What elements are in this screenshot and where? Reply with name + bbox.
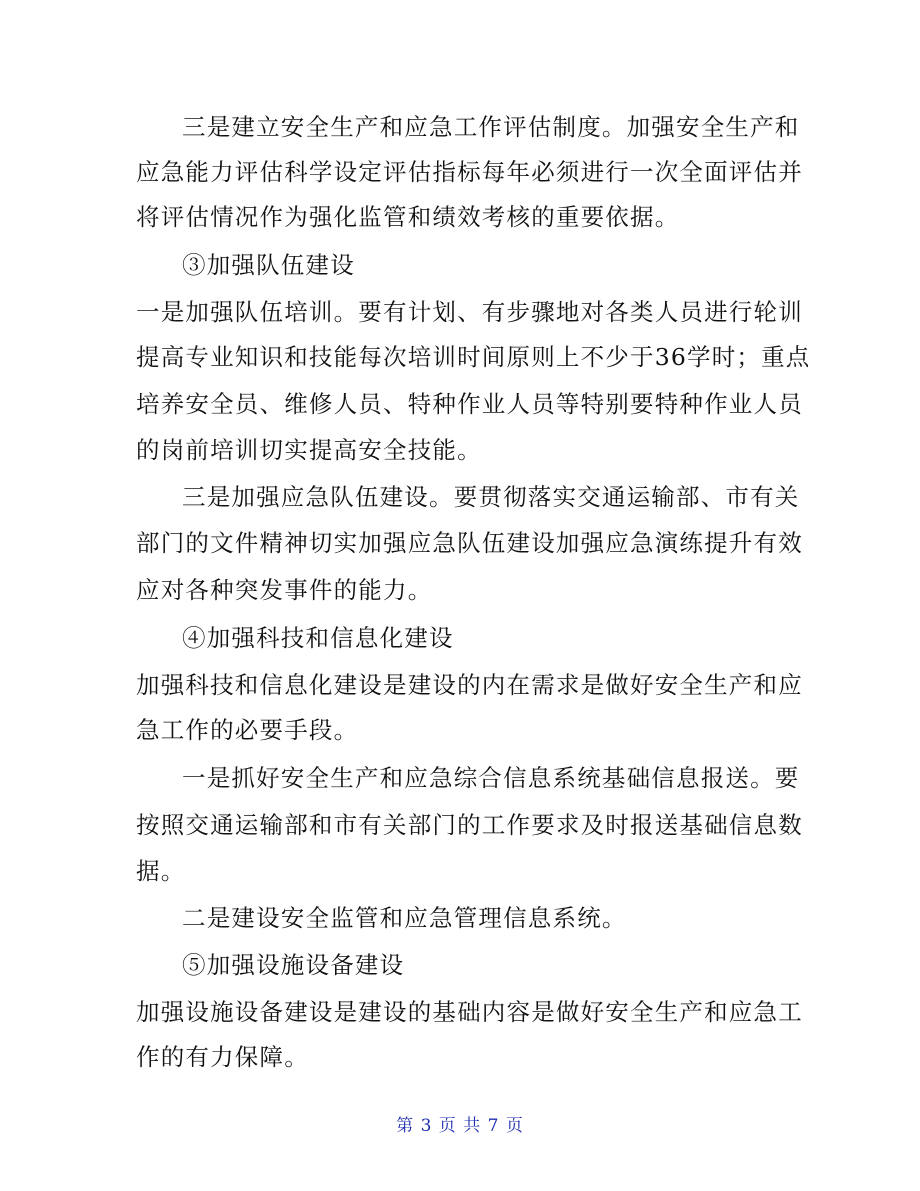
paragraph-line: 培养安全员、维修人员、特种作业人员等特别要特种作业人员 xyxy=(136,390,803,418)
section-heading: ④加强科技和信息化建设 xyxy=(182,624,454,652)
paragraph-line: 加强科技和信息化建设是建设的内在需求是做好安全生产和应 xyxy=(136,671,803,699)
paragraph-line: 急工作的必要手段。 xyxy=(136,716,359,744)
paragraph-line: 的岗前培训切实提高安全技能。 xyxy=(136,436,482,464)
paragraph-line: 一是加强队伍培训。要有计划、有步骤地对各类人员进行轮训 xyxy=(136,298,803,326)
page-number-footer: 第 3 页 共 7 页 xyxy=(396,1116,524,1136)
paragraph-line: 据。 xyxy=(136,857,186,885)
section-heading: ⑤加强设施设备建设 xyxy=(182,951,405,979)
paragraph-line: 部门的文件精神切实加强应急队伍建设加强应急演练提升有效 xyxy=(136,529,803,557)
paragraph-line: 作的有力保障。 xyxy=(136,1043,309,1071)
paragraph-line: 应对各种突发事件的能力。 xyxy=(136,576,433,604)
paragraph-line: 一是抓好安全生产和应急综合信息系统基础信息报送。要 xyxy=(182,764,800,792)
paragraph-line: 按照交通运输部和市有关部门的工作要求及时报送基础信息数 xyxy=(136,811,803,839)
paragraph-line: 三是加强应急队伍建设。要贯彻落实交通运输部、市有关 xyxy=(182,483,800,511)
paragraph-line: 提高专业知识和技能每次培训时间原则上不少于36学时；重点 xyxy=(136,343,811,371)
paragraph-line: 将评估情况作为强化监管和绩效考核的重要依据。 xyxy=(136,203,680,231)
paragraph-line: 应急能力评估科学设定评估指标每年必须进行一次全面评估并 xyxy=(136,158,803,186)
paragraph-line: 二是建设安全监管和应急管理信息系统。 xyxy=(182,904,627,932)
section-heading: ③加强队伍建设 xyxy=(182,251,355,279)
paragraph-line: 三是建立安全生产和应急工作评估制度。加强安全生产和 xyxy=(182,113,800,141)
paragraph-line: 加强设施设备建设是建设的基础内容是做好安全生产和应急工 xyxy=(136,998,803,1026)
